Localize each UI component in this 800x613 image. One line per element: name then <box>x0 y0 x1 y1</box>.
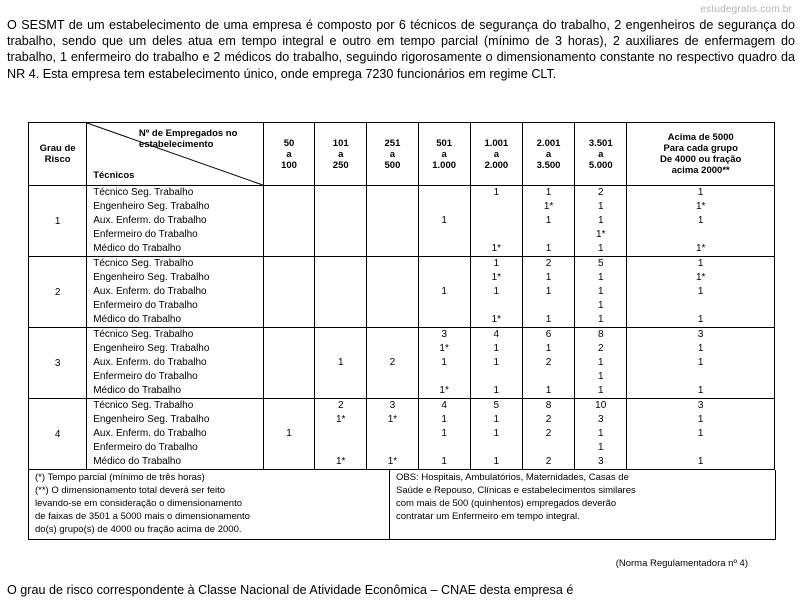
count-value <box>264 342 314 356</box>
count-value: 1 <box>597 357 604 368</box>
header-diagonal-cell <box>87 123 264 186</box>
count-value: 6 <box>545 329 552 340</box>
count-value <box>315 186 366 200</box>
count-value <box>264 455 314 469</box>
count-value: 3 <box>597 456 604 467</box>
count-value: 4 <box>441 400 447 411</box>
technician-label: Médico do Trabalho <box>93 456 182 467</box>
count-value: 1 <box>441 286 447 297</box>
count-value <box>523 441 574 455</box>
count-value: 1* <box>543 201 554 212</box>
count-value <box>627 370 774 384</box>
count-value <box>367 328 417 342</box>
count-value: 1 <box>597 201 604 212</box>
count-cell <box>418 257 470 328</box>
count-value <box>264 257 314 271</box>
count-value <box>264 214 314 228</box>
count-cell <box>575 328 627 399</box>
count-value <box>367 285 417 299</box>
header-col-4 <box>470 123 522 186</box>
col-5-l1: a <box>545 148 552 160</box>
note-left-line: de faixas de 3501 a 5000 mais o dimensionamento <box>35 511 250 522</box>
count-value <box>367 299 417 313</box>
risk-group-row <box>29 186 775 257</box>
col-1-l0: 101 <box>332 137 349 149</box>
count-value: 2 <box>337 400 344 411</box>
technician-label: Médico do Trabalho <box>93 385 182 396</box>
count-value: 1* <box>336 456 346 467</box>
count-cell <box>522 257 574 328</box>
count-value: 2 <box>545 357 552 368</box>
note-left-line: do(s) grupo(s) de 4000 ou fração acima de 2000. <box>35 524 242 535</box>
count-value <box>471 299 522 313</box>
count-value: 1 <box>545 243 552 254</box>
technician-label: Engenheiro Seg. Trabalho <box>93 343 210 354</box>
count-value: 2 <box>545 428 552 439</box>
count-cell <box>575 257 627 328</box>
count-cell <box>470 399 522 470</box>
count-value <box>419 370 470 384</box>
count-cell <box>418 328 470 399</box>
count-value <box>264 328 314 342</box>
count-value: 1 <box>597 314 604 325</box>
technician-label: Engenheiro Seg. Trabalho <box>93 414 210 425</box>
count-value: 1* <box>491 243 502 254</box>
count-value: 1 <box>493 187 500 198</box>
count-cell <box>263 399 314 470</box>
count-value <box>627 299 774 313</box>
count-value: 1 <box>697 385 704 396</box>
count-value <box>315 384 366 398</box>
count-value: 1 <box>337 357 344 368</box>
count-value <box>419 228 470 242</box>
header-col-3 <box>418 123 470 186</box>
count-value: 1* <box>695 243 706 254</box>
watermark: estudegratis.com.br <box>700 4 792 15</box>
count-value: 3 <box>441 329 447 340</box>
count-value <box>367 186 417 200</box>
notes-row <box>29 470 776 540</box>
count-value: 1 <box>493 428 500 439</box>
count-value <box>367 228 417 242</box>
count-cell <box>627 328 775 399</box>
count-value <box>419 299 470 313</box>
header-tecnicos-label: Técnicos <box>93 170 135 181</box>
technician-label: Técnico Seg. Trabalho <box>93 400 194 411</box>
note-left <box>29 470 390 540</box>
count-value: 1 <box>597 385 604 396</box>
technician-label: Enfermeiro do Trabalho <box>93 442 198 453</box>
header-col-5 <box>522 123 574 186</box>
count-value: 2 <box>597 187 604 198</box>
count-value: 1 <box>697 258 704 269</box>
note-right-line: com mais de 500 (quinhentos) empregados deverão <box>396 498 617 509</box>
count-value: 1 <box>493 414 500 425</box>
intro-paragraph <box>7 17 795 82</box>
header-col-1 <box>315 123 367 186</box>
col-7-l3: acima 2000** <box>671 165 730 176</box>
count-value <box>367 441 417 455</box>
count-value: 2 <box>545 456 552 467</box>
col-3-l2: 1.000 <box>432 159 457 171</box>
technician-labels-cell <box>87 399 264 470</box>
count-value: 1 <box>597 215 604 226</box>
col-7-l0: Acima de 5000 <box>667 132 734 143</box>
note-right <box>390 470 776 540</box>
technician-label: Técnico Seg. Trabalho <box>93 187 194 198</box>
count-value: 1 <box>441 428 447 439</box>
col-3-l0: 501 <box>436 137 453 149</box>
risk-group-row <box>29 257 775 328</box>
header-col-6 <box>575 123 627 186</box>
count-value: 1 <box>286 428 292 439</box>
count-value <box>523 370 574 384</box>
count-value <box>315 200 366 214</box>
technician-label: Enfermeiro do Trabalho <box>93 300 198 311</box>
count-value <box>315 242 366 256</box>
count-value: 1 <box>493 357 500 368</box>
col-4-l0: 1.001 <box>484 137 509 149</box>
count-value: 4 <box>493 329 500 340</box>
count-value <box>264 242 314 256</box>
count-value: 8 <box>545 400 552 411</box>
count-cell <box>263 186 314 257</box>
count-value: 1* <box>491 272 502 283</box>
count-value: 1 <box>597 371 604 382</box>
count-value: 1* <box>491 314 502 325</box>
count-value: 1* <box>387 414 398 425</box>
count-cell <box>470 257 522 328</box>
count-value: 1 <box>441 357 447 368</box>
risk-group-row <box>29 399 775 470</box>
note-right-line: Saúde e Repouso, Clínicas e estabelecimentos similares <box>396 485 636 496</box>
count-value <box>419 186 470 200</box>
count-value: 1 <box>545 314 552 325</box>
count-value: 1 <box>545 272 552 283</box>
count-value <box>315 370 366 384</box>
count-cell <box>315 186 367 257</box>
count-cell <box>627 257 775 328</box>
count-value <box>419 271 470 285</box>
count-value: 1 <box>697 343 704 354</box>
count-value <box>264 186 314 200</box>
count-value <box>264 399 314 413</box>
count-value <box>264 299 314 313</box>
count-cell <box>418 399 470 470</box>
count-cell <box>470 328 522 399</box>
count-value: 1* <box>336 414 346 425</box>
col-7-l1: Para cada grupo <box>663 143 738 154</box>
count-value: 1 <box>545 187 552 198</box>
header-grau-text: Grau de Risco <box>39 143 76 165</box>
question-text: O grau de risco correspondente à Classe Nacional de Atividade Econômica – CNAE desta empresa é <box>7 583 574 597</box>
table-header-row <box>29 123 775 186</box>
count-value <box>264 413 314 427</box>
count-cell <box>575 186 627 257</box>
count-value: 1 <box>597 272 604 283</box>
technician-label: Engenheiro Seg. Trabalho <box>93 272 210 283</box>
col-2-l1: a <box>389 148 396 160</box>
technician-labels-cell <box>87 328 264 399</box>
table-body <box>29 186 775 470</box>
count-value <box>627 441 774 455</box>
note-left-line: levando-se em consideração o dimensionamento <box>35 498 243 509</box>
count-value: 3 <box>697 329 704 340</box>
count-cell <box>315 257 367 328</box>
count-value <box>264 285 314 299</box>
count-value: 1 <box>545 343 552 354</box>
count-value: 1 <box>545 286 552 297</box>
technician-label: Médico do Trabalho <box>93 243 182 254</box>
col-5-l2: 3.500 <box>536 159 561 171</box>
col-0-l2: 100 <box>281 159 297 171</box>
count-value <box>264 313 314 327</box>
count-value <box>471 214 522 228</box>
col-0-l0: 50 <box>283 137 295 149</box>
note-right-line: OBS: Hospitais, Ambulatórios, Maternidades, Casas de <box>396 472 629 483</box>
note-left-line: (*) Tempo parcial (mínimo de três horas) <box>35 472 205 483</box>
count-value <box>367 427 417 441</box>
count-value: 1 <box>697 215 704 226</box>
count-cell <box>522 186 574 257</box>
count-value: 1 <box>697 357 704 368</box>
col-2-l0: 251 <box>384 137 401 149</box>
count-value <box>315 328 366 342</box>
count-value: 1 <box>697 456 704 467</box>
count-value <box>315 228 366 242</box>
count-value: 1 <box>441 456 447 467</box>
count-cell <box>575 399 627 470</box>
grau-cell: 4 <box>29 399 87 470</box>
count-value <box>367 242 417 256</box>
count-value: 1* <box>695 272 706 283</box>
count-cell <box>367 257 418 328</box>
count-value <box>264 356 314 370</box>
technician-label: Enfermeiro do Trabalho <box>93 229 198 240</box>
col-6-l2: 5.000 <box>588 159 613 171</box>
count-value: 1* <box>387 456 398 467</box>
count-value <box>471 370 522 384</box>
count-value <box>471 441 522 455</box>
count-value: 1 <box>493 456 500 467</box>
count-value: 2 <box>389 357 396 368</box>
count-value: 2 <box>545 414 552 425</box>
count-value <box>367 200 417 214</box>
grau-cell: 2 <box>29 257 87 328</box>
grau-cell: 1 <box>29 186 87 257</box>
count-value <box>367 214 417 228</box>
count-value: 1* <box>439 343 449 354</box>
count-cell <box>522 399 574 470</box>
count-value <box>264 228 314 242</box>
count-value <box>315 214 366 228</box>
norma-reference: (Norma Regulamentadora nº 4) <box>615 558 748 569</box>
count-value: 3 <box>597 414 604 425</box>
count-value <box>523 228 574 242</box>
count-value <box>471 200 522 214</box>
count-value <box>264 384 314 398</box>
count-value <box>367 342 417 356</box>
col-1-l1: a <box>338 148 344 160</box>
count-value: 1 <box>597 243 604 254</box>
col-4-l2: 2.000 <box>484 159 509 171</box>
technician-label: Aux. Enferm. do Trabalho <box>93 357 207 368</box>
technician-labels-cell <box>87 186 264 257</box>
col-0-l1: a <box>286 148 292 160</box>
technician-label: Enfermeiro do Trabalho <box>93 371 198 382</box>
count-value: 1 <box>441 414 447 425</box>
count-cell <box>627 399 775 470</box>
notes-table <box>28 470 776 540</box>
count-value: 1 <box>493 385 500 396</box>
count-value <box>367 370 417 384</box>
col-7-l2: De 4000 ou fração <box>660 154 742 165</box>
count-value <box>419 242 470 256</box>
count-value: 1 <box>545 385 552 396</box>
count-value <box>367 313 417 327</box>
header-employees-label: Nº de Empregados no estabelecimento <box>138 128 238 150</box>
count-value: 1 <box>697 428 704 439</box>
count-value <box>419 313 470 327</box>
technician-labels-cell <box>87 257 264 328</box>
count-cell <box>315 328 367 399</box>
count-value: 1 <box>597 442 604 453</box>
count-value: 3 <box>389 400 396 411</box>
header-col-2 <box>367 123 418 186</box>
count-value: 1 <box>493 286 500 297</box>
count-value: 2 <box>597 343 604 354</box>
count-value <box>264 200 314 214</box>
header-col-0 <box>263 123 314 186</box>
col-6-l1: a <box>598 148 604 160</box>
count-value: 1 <box>493 258 500 269</box>
count-value <box>419 200 470 214</box>
count-cell <box>367 186 418 257</box>
header-col-7 <box>627 123 775 186</box>
technician-label: Aux. Enferm. do Trabalho <box>93 215 207 226</box>
count-value <box>419 257 470 271</box>
count-value: 1* <box>596 229 606 240</box>
count-value: 3 <box>697 400 704 411</box>
note-right-line: contratar um Enfermeiro em tempo integral. <box>396 511 580 522</box>
grau-cell: 3 <box>29 328 87 399</box>
risk-group-row <box>29 328 775 399</box>
count-cell <box>627 186 775 257</box>
count-cell <box>367 328 418 399</box>
count-value: 10 <box>595 400 607 411</box>
count-value <box>315 342 366 356</box>
nr4-table-container <box>28 122 775 540</box>
technician-label: Aux. Enferm. do Trabalho <box>93 286 207 297</box>
count-value <box>315 285 366 299</box>
count-value <box>471 228 522 242</box>
count-value: 1 <box>697 314 704 325</box>
count-cell <box>470 186 522 257</box>
count-value <box>315 299 366 313</box>
count-cell <box>263 328 314 399</box>
count-cell <box>263 257 314 328</box>
count-value: 1 <box>545 215 552 226</box>
count-value: 1 <box>697 286 704 297</box>
nr4-sesmt-table <box>28 122 775 470</box>
count-value: 1 <box>597 428 604 439</box>
count-value: 8 <box>597 329 604 340</box>
count-cell <box>522 328 574 399</box>
count-value <box>367 257 417 271</box>
note-left-line: (**) O dimensionamento total deverá ser feito <box>35 485 226 496</box>
header-grau-de-risco <box>29 123 87 186</box>
col-5-l0: 2.001 <box>536 137 561 149</box>
intro-text: O SESMT de um estabelecimento de uma empresa é composto por 6 técnicos de segurança do trabalho, 2 engenheiros de segurança do trabalho, sendo que um deles atua em tempo integral e outro em tempo parcial (mínimo de 3 horas), 2 auxiliares de enfermagem do trabalho, 1 enfermeiro do trabalho e 2 médicos do trabalho, seguindo rigorosamente o dimensionamento constante no respectivo quadro da NR 4. Esta empresa tem estabelecimento único, onde emprega 7230 funcionários em regime CLT. <box>7 18 795 81</box>
count-value <box>264 370 314 384</box>
count-value: 5 <box>493 400 500 411</box>
count-value: 1 <box>597 286 604 297</box>
count-value <box>523 299 574 313</box>
col-4-l1: a <box>493 148 499 160</box>
count-cell <box>367 399 418 470</box>
col-1-l2: 250 <box>332 159 349 171</box>
count-value <box>315 427 366 441</box>
count-value <box>627 228 774 242</box>
count-value <box>315 313 366 327</box>
count-cell <box>315 399 367 470</box>
count-value: 1 <box>493 343 500 354</box>
count-value: 5 <box>597 258 604 269</box>
technician-label: Aux. Enferm. do Trabalho <box>93 428 207 439</box>
count-value: 1 <box>597 300 604 311</box>
technician-label: Engenheiro Seg. Trabalho <box>93 201 210 212</box>
count-value <box>315 257 366 271</box>
count-value <box>315 271 366 285</box>
col-2-l2: 500 <box>384 159 401 171</box>
count-value: 1 <box>697 187 704 198</box>
technician-label: Técnico Seg. Trabalho <box>93 258 194 269</box>
count-value <box>315 441 366 455</box>
count-value: 1 <box>441 215 447 226</box>
count-value <box>367 384 417 398</box>
technician-label: Médico do Trabalho <box>93 314 182 325</box>
diagonal-header <box>87 123 263 185</box>
count-value: 1* <box>439 385 449 396</box>
count-value <box>264 441 314 455</box>
count-value: 2 <box>545 258 552 269</box>
count-value <box>419 441 470 455</box>
col-6-l0: 3.501 <box>588 137 613 149</box>
count-value <box>264 271 314 285</box>
technician-label: Técnico Seg. Trabalho <box>93 329 194 340</box>
count-value: 1* <box>695 201 706 212</box>
count-cell <box>418 186 470 257</box>
col-3-l1: a <box>441 148 447 160</box>
count-value: 1 <box>697 414 704 425</box>
count-value <box>367 271 417 285</box>
